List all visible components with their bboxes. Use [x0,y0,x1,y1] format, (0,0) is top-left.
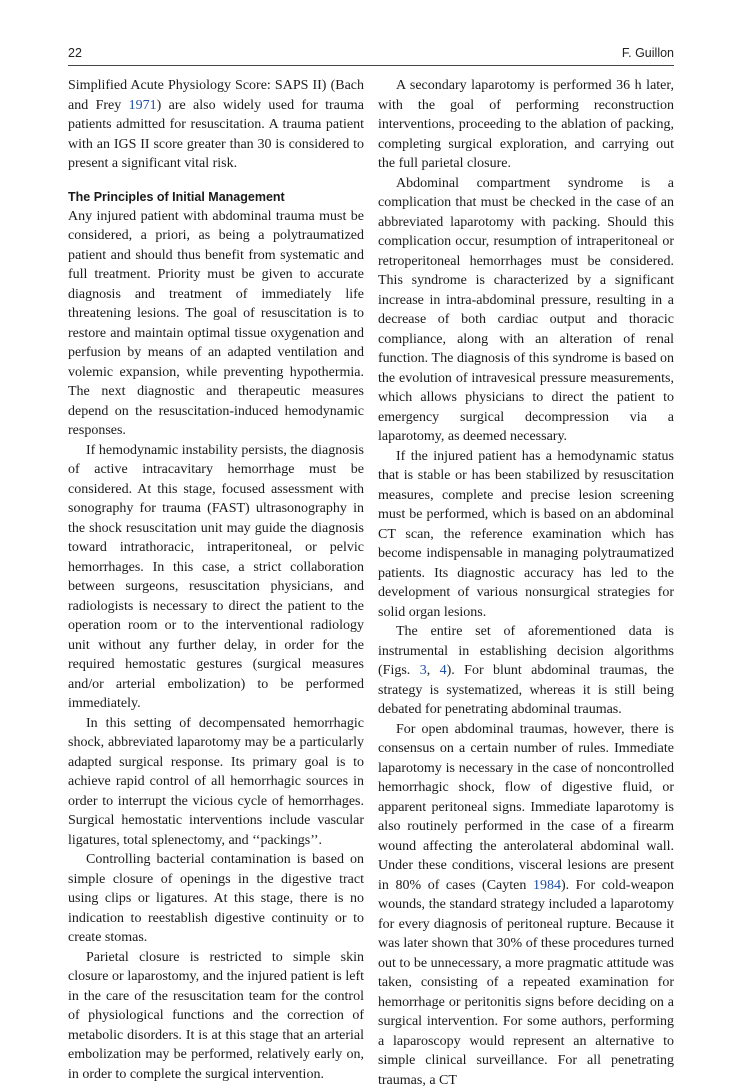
paragraph: Any injured patient with abdominal trauma must be considered, a priori, as being a polytraumatized patient and should thus benefit from systematic and full treatment. Priority must be given to accurate diagnosis and treatment of immediately life threatening lesions. The goal of resuscitation is to restore and maintain optimal tissue oxygenation and perfusion by means of an adapted ventilation and volemic expansion, while preventing hypothermia. The next diagnostic and therapeutic measures depend on the resuscitation-induced hemodynamic responses. [68,207,364,441]
paragraph: Controlling bacterial contamination is based on simple closure of openings in the digestive tract using clips or ligatures. At this stage, there is no indication to reestablish digestive continuity or to create stomas. [68,850,364,948]
figure-link[interactable]: 4 [440,663,447,678]
running-header [68,44,674,66]
paragraph: In this setting of decompensated hemorrhagic shock, abbreviated laparotomy may be a particularly adapted surgical response. Its primary goal is to achieve rapid control of all hemorrhagic sources in order to interrupt the vicious cycle of hemorrhages. Surgical hemostatic interventions include vascular ligatures, total splenectomy, and ‘‘packings’’. [68,714,364,851]
right-column [378,76,674,1090]
page-number: 22 [68,46,82,60]
running-author: F. Guillon [622,46,674,60]
citation-link[interactable]: 1971 [129,98,157,113]
figure-link[interactable]: 3 [420,663,427,678]
left-column [68,76,364,1084]
paragraph: A secondary laparotomy is performed 36 h later, with the goal of performing reconstruction interventions, proceeding to the ablation of packing, completing surgical exploration, and carrying out the full parietal closure. [378,76,674,174]
paragraph: Abdominal compartment syndrome is a complication that must be checked in the case of an abbreviated laparotomy with packing. Should this complication occur, resumption of intraperitoneal or retroperitoneal hemorrhages must be considered. This syndrome is characterized by a significant increase in intra-abdominal pressure, resulting in a decrease of both cardiac output and thoracic compliance, along with an alteration of renal function. The diagnosis of this syndrome is based on the evolution of intravesical pressure measurements, which allows physicians to direct the patient to emergency surgical decompression via a laparotomy, as deemed necessary. [378,174,674,447]
citation-link[interactable]: 1984 [533,878,561,893]
paragraph: The entire set of aforementioned data is instrumental in establishing decision algorithms (Figs. 3, 4). For blunt abdominal traumas, the strategy is systematized, whereas it is still being debated for penetrating abdominal traumas. [378,622,674,720]
paragraph: Simplified Acute Physiology Score: SAPS II) (Bach and Frey 1971) are also widely used for trauma patients admitted for resuscitation. A trauma patient with an IGS II score greater than 30 is considered to present a significant vital risk. [68,76,364,174]
paragraph: If the injured patient has a hemodynamic status that is stable or has been stabilized by resuscitation measures, complete and precise lesion screening must be performed, which is based on an abdominal CT scan, the reference examination which has become indispensable in managing polytraumatized patients. Its diagnostic accuracy has led to the development of various nonsurgical strategies for solid organ lesions. [378,447,674,623]
section-heading: The Principles of Initial Management [68,188,364,207]
header-rule [68,65,674,66]
paragraph: For open abdominal traumas, however, there is consensus on a certain number of rules. Immediate laparotomy is necessary in the case of noncontrolled hemorrhagic shock, flow of digestive fluid, or apparent peritoneal signs. Immediate laparotomy is also routinely performed in the case of a firearm wound affecting the anterolateral abdominal wall. Under these conditions, visceral lesions are present in 80% of cases (Cayten 1984). For cold-weapon wounds, the standard strategy included a laparotomy for every diagnosis of peritoneal rupture. Because it was later shown that 30% of these procedures turned out to be unnecessary, a more pragmatic attitude was taken, consisting of a repeated examination for hemorrhage or peritonitis signs before deciding on a surgical intervention. For some authors, performing a laparoscopy would represent an alternative to simple clinical surveillance. For all penetrating traumas, a CT [378,720,674,1090]
paragraph: If hemodynamic instability persists, the diagnosis of active intracavitary hemorrhage must be considered. At this stage, focused assessment with sonography for trauma (FAST) ultrasonography in the shock resuscitation unit may guide the diagnosis toward intrathoracic, intraperitoneal, or pelvic hemorrhages. In this case, a strict collaboration between surgeons, resuscitation physicians, and radiologists is necessary to direct the patient to the operation room or to the interventional radiology unit without any further delay, in order for the required hemostatic gestures (surgical measures and/or arterial embolization) to be performed immediately. [68,441,364,714]
paragraph: Parietal closure is restricted to simple skin closure or laparostomy, and the injured patient is left in the care of the resuscitation team for the control of physiological functions and the correction of metabolic disorders. It is at this stage that an arterial embolization may be performed, relatively early on, in order to complete the surgical intervention. [68,948,364,1085]
